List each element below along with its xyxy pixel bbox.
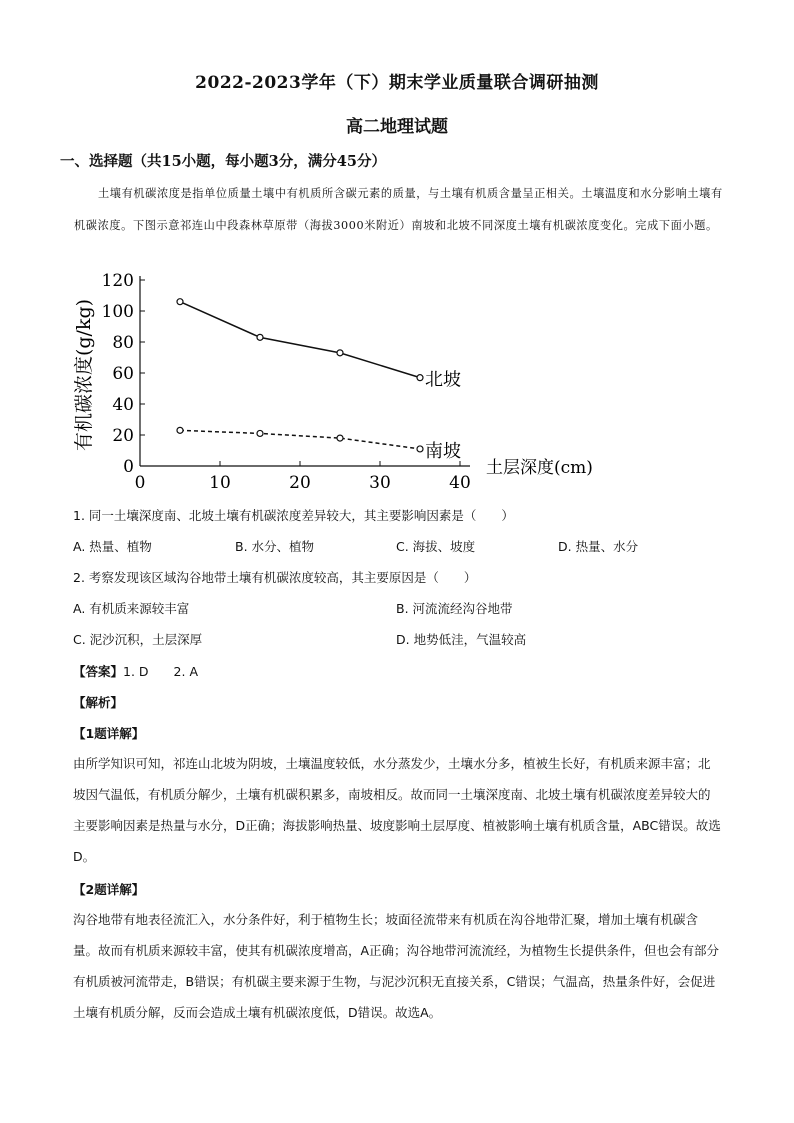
data-point: [337, 435, 343, 441]
data-point: [417, 446, 423, 452]
answer-tag: 【答案】: [73, 664, 124, 679]
data-point: [177, 299, 183, 305]
y-tick-label: 120: [101, 271, 134, 291]
answer-text: 1. D 2. A: [123, 664, 198, 679]
y-axis-label: 有机碳浓度(g/kg): [73, 298, 95, 452]
q1-option-d: D. 热量、水分: [558, 539, 639, 554]
detail2-text: 沟谷地带有地表径流汇入，水分条件好，利于植物生长；坡面径流带来有机质在沟谷地带汇聚，增加土壤有机碳含量。故而有机质来源较丰富，使其有机碳浓度增高，A正确；沟谷地带河流流经，为植物生长提供条件，但也会有部分有机质被河流带走，B错误；有机碳主要来源于生物，与泥沙沉积无直接关系，C错误；气温高，热量条件好，会促进土壤有机质分解，反而会造成土壤有机碳浓度低，D错误。故选A。: [73, 912, 720, 1020]
data-point: [417, 375, 423, 381]
intro-passage: [74, 178, 724, 242]
y-tick-label: 20: [112, 426, 134, 446]
y-tick-label: 40: [112, 395, 134, 415]
carbon-chart: [60, 268, 620, 488]
detail2-body: [73, 904, 721, 1028]
intro-text: 土壤有机碳浓度是指单位质量土壤中有机质所含碳元素的质量，与土壤有机质含量呈正相关。土壤温度和水分影响土壤有机碳浓度。下图示意祁连山中段森林草原带（海拔3000米附近）南坡和北坡不同深度土壤有机碳浓度变化。完成下面小题。: [74, 187, 723, 232]
analysis-tag: 【解析】: [73, 695, 124, 710]
y-tick-label: 0: [123, 457, 134, 477]
x-tick-label: 20: [289, 473, 311, 488]
data-point: [177, 427, 183, 433]
series-line: [180, 302, 420, 378]
x-tick-label: 40: [449, 473, 471, 488]
question-1-stem: 1. 同一土壤深度南、北坡土壤有机碳浓度差异较大，其主要影响因素是（ ）: [73, 508, 514, 523]
y-tick-label: 80: [112, 333, 134, 353]
series-line: [180, 430, 420, 449]
y-tick-label: 100: [101, 302, 134, 322]
x-tick-label: 30: [369, 473, 391, 488]
q1-option-b: B. 水分、植物: [235, 539, 315, 554]
data-point: [257, 430, 263, 436]
series-label: 南坡: [425, 440, 461, 462]
detail2-tag: 【2题详解】: [73, 882, 145, 897]
detail1-text: 由所学知识可知，祁连山北坡为阴坡，土壤温度较低，水分蒸发少，土壤水分多，植被生长好，有机质来源丰富；北坡因气温低，有机质分解少，土壤有机碳积累多，南坡相反。故而同一土壤深度南、北坡土壤有机碳浓度差异较大的主要影响因素是热量与水分，D正确；海拔影响热量、坡度影响土层厚度、植被影响土壤有机质含量，ABC错误。故选D。: [73, 756, 721, 864]
data-point: [337, 350, 343, 356]
x-tick-label: 10: [209, 473, 231, 488]
answer-line: [73, 662, 198, 680]
detail1-body: [73, 748, 721, 872]
q1-option-a: A. 热量、植物: [73, 539, 152, 554]
q1-option-c: C. 海拔、坡度: [396, 539, 476, 554]
q2-option-a: A. 有机质来源较丰富: [73, 601, 190, 616]
q2-option-b: B. 河流流经沟谷地带: [396, 601, 513, 616]
exam-subtitle: 高二地理试题: [346, 117, 448, 137]
section-heading: 一、选择题（共15小题，每小题3分，满分45分）: [60, 153, 386, 170]
exam-title: 2022-2023学年（下）期末学业质量联合调研抽测: [195, 73, 599, 93]
x-tick-label: 0: [134, 473, 146, 488]
x-axis-label: 土层深度(cm): [486, 458, 593, 478]
data-point: [257, 334, 263, 340]
series-label: 北坡: [425, 369, 461, 391]
y-tick-label: 60: [112, 364, 134, 384]
q2-option-c: C. 泥沙沉积，土层深厚: [73, 632, 203, 647]
question-2-stem: 2. 考察发现该区域沟谷地带土壤有机碳浓度较高，其主要原因是（ ）: [73, 570, 477, 585]
detail1-tag: 【1题详解】: [73, 726, 145, 741]
q2-option-d: D. 地势低洼，气温较高: [396, 632, 527, 647]
